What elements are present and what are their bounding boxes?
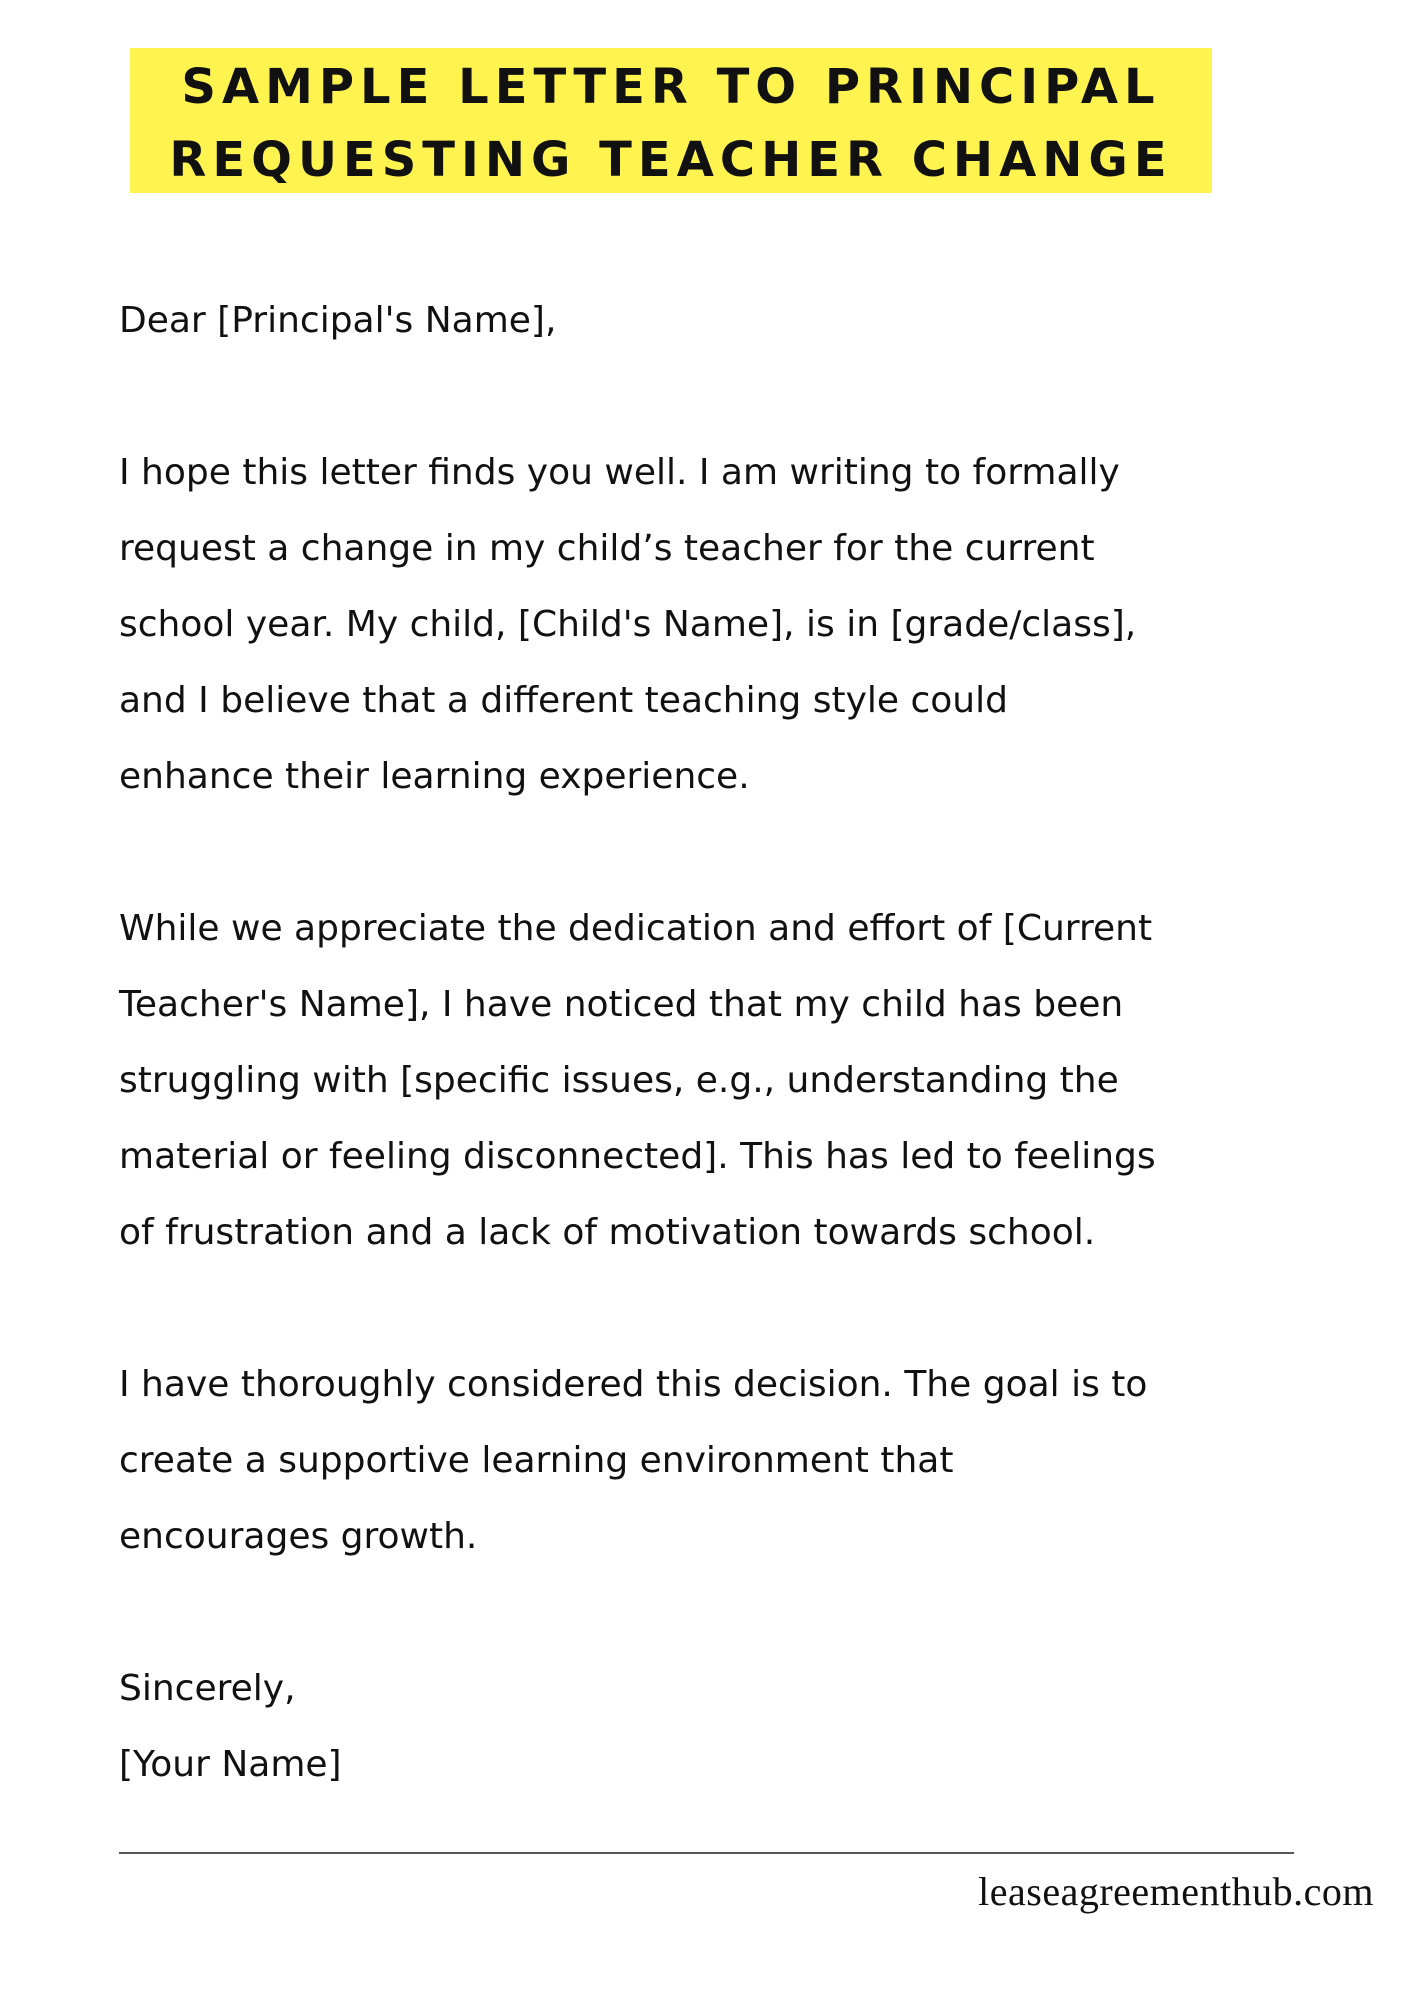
paragraph-line: create a supportive learning environment that: [119, 1440, 954, 1481]
paragraph-2: [119, 891, 1359, 1271]
signature: [Your Name]: [119, 1744, 342, 1785]
paragraph-line: encourages growth.: [119, 1516, 478, 1557]
paragraph-line: struggling with [specific issues, e.g., understanding the: [119, 1060, 1119, 1101]
footer-website: leaseagreementhub.com: [978, 1869, 1374, 1914]
title-banner: [130, 48, 1212, 193]
closing: Sincerely,: [119, 1668, 296, 1709]
paragraph-line: While we appreciate the dedication and effort of [Current: [119, 908, 1153, 949]
paragraph-line: school year. My child, [Child's Name], is in [grade/class],: [119, 604, 1137, 645]
paragraph-1: [119, 435, 1359, 815]
salutation: Dear [Principal's Name],: [119, 300, 557, 341]
title-line-1: SAMPLE LETTER TO PRINCIPAL: [181, 59, 1161, 115]
paragraph-gap: [119, 1271, 1359, 1347]
paragraph-gap: [119, 359, 1359, 435]
paragraph-line: I hope this letter finds you well. I am writing to formally: [119, 452, 1120, 493]
footer-divider: [119, 1852, 1294, 1854]
paragraph-line: request a change in my child’s teacher for the current: [119, 528, 1095, 569]
paragraph-line: and I believe that a different teaching style could: [119, 680, 1008, 721]
paragraph-line: enhance their learning experience.: [119, 756, 750, 797]
paragraph-line: material or feeling disconnected]. This has led to feelings: [119, 1136, 1156, 1177]
paragraph-gap: [119, 815, 1359, 891]
paragraph-gap: [119, 1575, 1359, 1651]
paragraph-line: of frustration and a lack of motivation towards school.: [119, 1212, 1096, 1253]
paragraph-line: I have thoroughly considered this decision. The goal is to: [119, 1364, 1148, 1405]
title-line-2: REQUESTING TEACHER CHANGE: [169, 132, 1173, 188]
paragraph-3: [119, 1347, 1359, 1575]
paragraph-line: Teacher's Name], I have noticed that my child has been: [119, 984, 1124, 1025]
letter-body: [119, 283, 1359, 1803]
